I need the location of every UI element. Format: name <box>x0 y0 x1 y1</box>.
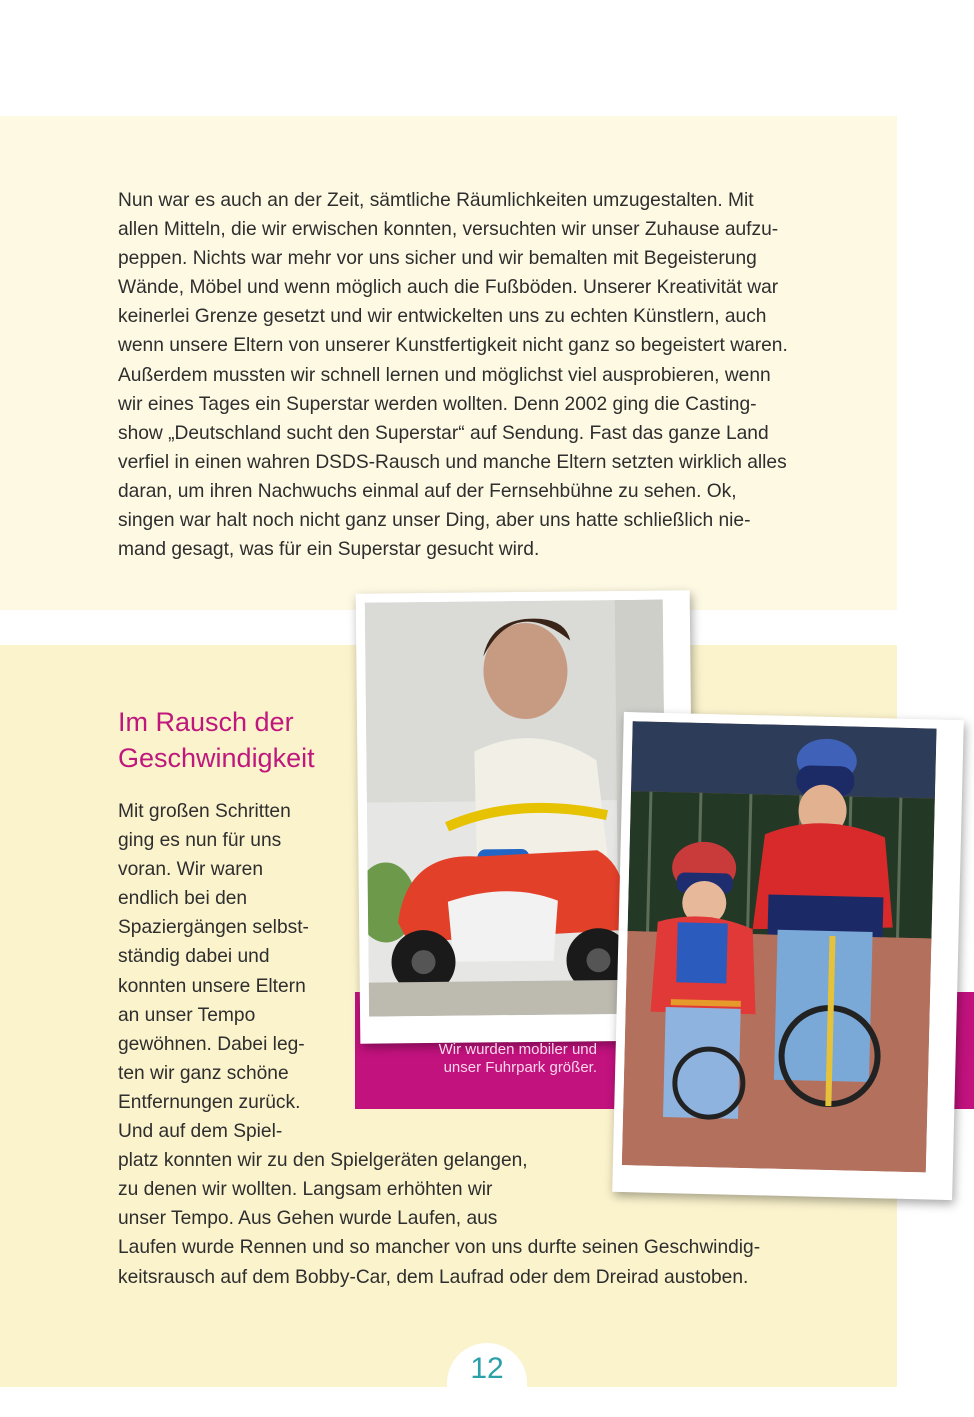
intro-paragraph <box>118 186 788 564</box>
text-line: Und auf dem Spiel- <box>118 1121 283 1143</box>
text-line: daran, um ihren Nachwuchs einmal auf der Fernsehbühne zu sehen. Ok, <box>118 480 737 502</box>
text-line: wir eines Tages ein Superstar werden wollten. Denn 2002 ging die Casting- <box>118 393 757 415</box>
text-line: Spaziergängen selbst- <box>118 917 309 939</box>
text-line: show „Deutschland sucht den Superstar“ auf Sendung. Fast das ganze Land <box>118 422 769 444</box>
text-line: Mit großen Schritten <box>118 801 291 822</box>
text-line: zu denen wir wollten. Langsam erhöhten wir <box>118 1179 493 1201</box>
caption-line: Wir wurden mobiler und <box>438 1041 597 1058</box>
text-line: platz konnten wir zu den Spielgeräten gelangen, <box>118 1150 528 1172</box>
page-number: 12 <box>470 1352 504 1385</box>
text-line: Entfernungen zurück. <box>118 1091 301 1113</box>
text-line: wenn unsere Eltern von unserer Kunstfertigkeit nicht ganz so begeistert waren. <box>118 335 788 357</box>
text-line: voran. Wir waren <box>118 859 264 881</box>
text-line: allen Mitteln, die wir erwischen konnten, versuchten wir unser Zuhause aufzu- <box>118 219 779 241</box>
section-paragraph <box>118 797 760 1292</box>
heading-line: Geschwindigkeit <box>118 743 315 773</box>
text-line: gewöhnen. Dabei leg- <box>118 1033 305 1055</box>
text-line: Laufen wurde Rennen und so mancher von uns durfte seinen Geschwindig- <box>118 1237 761 1259</box>
heading-line: Im Rausch der <box>118 707 294 737</box>
text-line: endlich bei den <box>118 888 248 910</box>
text-line: verfiel in einen wahren DSDS-Rausch und manche Eltern setzten wirklich alles <box>118 451 787 473</box>
text-line: konnten unsere Eltern <box>118 975 306 997</box>
text-line: Nun war es auch an der Zeit, sämtliche Räumlichkeiten umzugestalten. Mit <box>118 190 754 211</box>
text-line: singen war halt noch nicht ganz unser Ding, aber uns hatte schließlich nie- <box>118 510 751 532</box>
text-line: keitsrausch auf dem Bobby-Car, dem Laufrad oder dem Dreirad austoben. <box>118 1266 749 1288</box>
text-line: ständig dabei und <box>118 946 270 968</box>
text-line: ten wir ganz schöne <box>118 1062 289 1084</box>
text-line: Außerdem mussten wir schnell lernen und möglichst viel ausprobieren, wenn <box>118 364 771 386</box>
text-line: unser Tempo. Aus Gehen wurde Laufen, aus <box>118 1208 498 1230</box>
section-heading <box>118 704 315 776</box>
text-line: keinerlei Grenze gesetzt und wir entwickelten uns zu echten Künstlern, auch <box>118 306 767 328</box>
text-line: peppen. Nichts war mehr vor uns sicher und wir bemalten mit Begeisterung <box>118 248 757 270</box>
caption-line: unser Fuhrpark größer. <box>443 1059 597 1076</box>
text-line: ging es nun für uns <box>118 830 282 852</box>
text-line: Wände, Möbel und wenn möglich auch die Fußböden. Unserer Kreativität war <box>118 277 779 299</box>
text-line: an unser Tempo <box>118 1004 256 1026</box>
text-line: mand gesagt, was für ein Superstar gesucht wird. <box>118 539 540 561</box>
